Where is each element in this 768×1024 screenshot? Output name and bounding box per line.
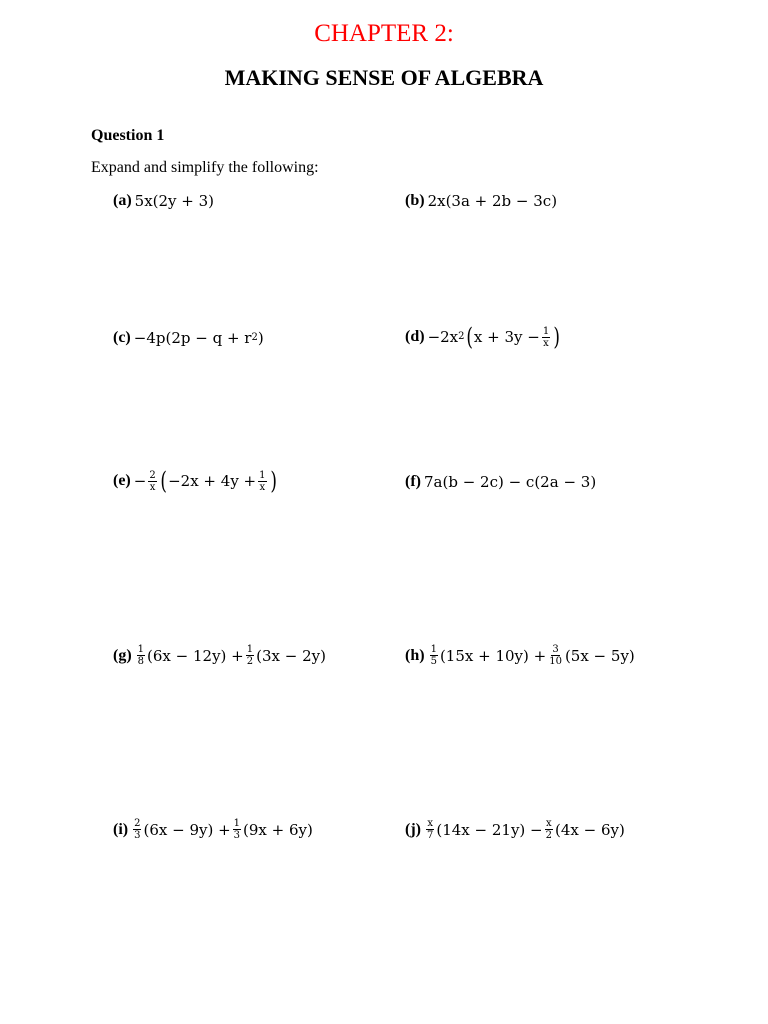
problem-label: (d) — [405, 328, 425, 345]
problem-expression — [135, 644, 326, 667]
expr-part: (15x + 10y) + — [439, 646, 547, 665]
fraction — [246, 644, 254, 667]
fraction-numerator: 1 — [233, 818, 241, 829]
problem-expression — [424, 818, 625, 841]
problem-b — [405, 192, 557, 210]
fraction-numerator: x — [545, 818, 552, 829]
question-heading: Question 1 — [91, 127, 165, 144]
fraction-numerator: 1 — [137, 644, 145, 655]
problem-label: (h) — [405, 646, 425, 664]
close-paren: ) — [553, 323, 561, 351]
problem-a — [113, 192, 214, 210]
close-paren: ) — [269, 467, 277, 495]
problem-label: (a) — [113, 192, 132, 209]
fraction-numerator: 1 — [246, 644, 254, 655]
chapter-title: MAKING SENSE OF ALGEBRA — [224, 65, 544, 90]
fraction-numerator: 1 — [259, 469, 266, 481]
fraction-denominator: 2 — [545, 830, 552, 841]
problem-expression: 7a(b − 2c) − c(2a − 3) — [423, 473, 597, 491]
fraction-numerator: 2 — [149, 469, 156, 481]
problem-i — [113, 818, 313, 841]
fraction-denominator: x — [149, 481, 156, 493]
chapter-heading: CHAPTER 2: — [314, 20, 454, 47]
expr-part: x + 3y − — [473, 328, 540, 346]
expr-part: (5x − 5y) — [564, 646, 635, 665]
fraction-denominator: 7 — [426, 830, 434, 841]
problem-g — [113, 644, 326, 667]
problem-expression: −4p(2p − q + r 2 ) — [133, 329, 264, 347]
fraction — [426, 818, 434, 841]
expr-part: ) — [257, 329, 264, 347]
problem-c — [113, 329, 264, 347]
fraction — [258, 470, 266, 493]
fraction — [137, 644, 145, 667]
fraction — [430, 644, 438, 667]
instruction-text: Expand and simplify the following: — [91, 159, 319, 176]
expr-part: (4x − 6y) — [555, 820, 625, 839]
problem-expression: 5x(2y + 3) — [134, 192, 215, 210]
fraction-numerator: 1 — [430, 644, 437, 655]
problem-j — [405, 818, 625, 841]
problem-d — [405, 325, 562, 349]
expr-part: (3x − 2y) — [256, 646, 326, 665]
problem-label: (g) — [113, 646, 132, 664]
fraction — [548, 644, 563, 667]
problem-expression — [131, 818, 313, 841]
fraction-numerator: 3 — [552, 644, 559, 655]
expr-part: −2x — [427, 328, 459, 346]
expr-part: −4p(2p − q + r — [133, 329, 252, 347]
expr-part: −2x + 4y + — [168, 472, 257, 490]
problem-expression: 2x(3a + 2b − 3c) — [427, 192, 558, 210]
problem-label: (b) — [405, 192, 425, 209]
problem-label: (e) — [113, 472, 131, 489]
fraction-denominator: 8 — [137, 656, 145, 667]
fraction-numerator: 1 — [542, 325, 550, 337]
expr-part: (6x − 9y) + — [143, 820, 231, 839]
open-paren: ( — [465, 323, 473, 351]
problem-label: (f) — [405, 473, 421, 490]
fraction-denominator: x — [259, 481, 266, 493]
problem-label: (j) — [405, 820, 421, 838]
fraction — [545, 818, 553, 841]
fraction — [133, 818, 141, 841]
expr-part: (14x − 21y) − — [436, 820, 543, 839]
fraction-denominator: 3 — [134, 830, 141, 841]
fraction-denominator: 5 — [430, 656, 437, 667]
problem-expression — [134, 469, 278, 493]
problem-expression: −2x 2 ( x + 3y − $\frac{1}{x}$ ) — [427, 323, 561, 351]
open-paren: ( — [160, 467, 167, 495]
expr-part: (9x + 6y) — [243, 820, 313, 839]
problem-f — [405, 473, 596, 491]
expr-part: − — [133, 472, 147, 490]
fraction-denominator: 10 — [549, 656, 562, 667]
fraction-denominator: x — [543, 337, 549, 349]
problem-e — [113, 469, 278, 493]
fraction-denominator: 3 — [233, 830, 241, 841]
fraction-numerator: 2 — [134, 818, 141, 829]
expr-part: (6x − 12y) + — [147, 646, 244, 665]
problem-h — [405, 644, 635, 667]
fraction-numerator: x — [427, 818, 433, 829]
problem-expression — [428, 644, 635, 667]
fraction-denominator: 2 — [246, 656, 254, 667]
problem-label: (c) — [113, 329, 131, 346]
problem-label: (i) — [113, 820, 129, 838]
fraction — [233, 818, 241, 841]
fraction — [542, 326, 550, 349]
fraction — [148, 470, 156, 493]
